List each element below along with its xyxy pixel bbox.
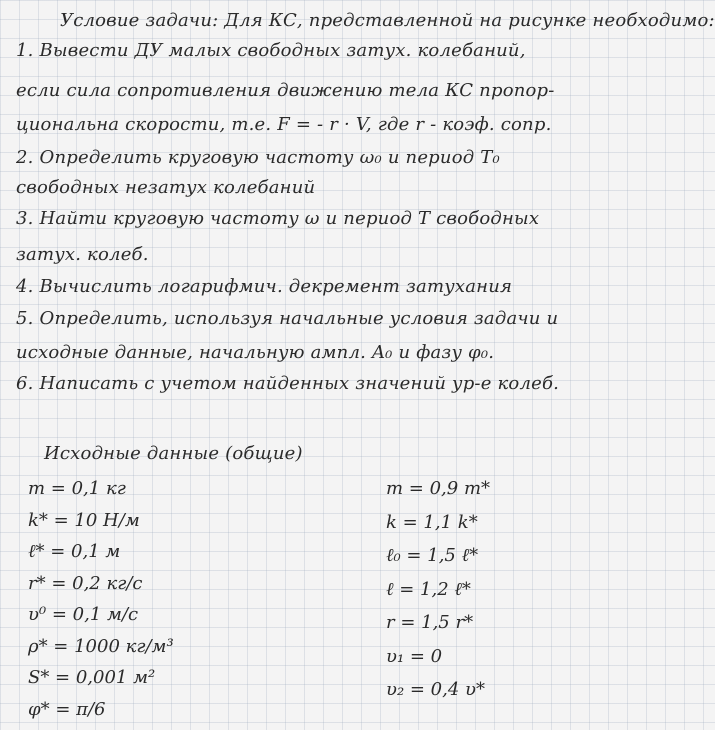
value-density-base: ρ* = 1000 кг/м³ — [28, 635, 174, 657]
value-velocity-base: υ⁰ = 0,1 м/с — [28, 604, 139, 625]
value-angle-base: φ* = π/6 — [28, 698, 106, 720]
task-line-11: 6. Написать с учетом найденных значений ур-е колеб. — [16, 373, 560, 394]
task-line-5: свободных незатух колебаний — [16, 177, 316, 198]
source-data-heading: Исходные данные (общие) — [44, 443, 303, 464]
task-line-8: 4. Вычислить логарифмич. декремент затухания — [16, 276, 513, 297]
task-line-1: 1. Вывести ДУ малых свободных затух. колебаний, — [16, 40, 526, 61]
task-line-7: затух. колеб. — [16, 244, 149, 265]
value-mass: m = 0,9 m* — [386, 478, 491, 499]
value-resistance-base: r* = 0,2 кг/с — [28, 572, 143, 594]
value-area-base: S* = 0,001 м² — [28, 667, 156, 688]
value-length-0: ℓ₀ = 1,5 ℓ* — [386, 545, 479, 566]
value-velocity-1: υ₁ = 0 — [386, 645, 443, 667]
source-data-right-column — [386, 478, 626, 713]
value-resistance: r = 1,5 r* — [386, 612, 474, 633]
value-length-base: ℓ* = 0,1 м — [28, 541, 121, 562]
task-line-4: 2. Определить круговую частоту ω₀ и период T₀ — [16, 147, 500, 168]
task-title: Условие задачи: Для КС, представленной на рисунке необходимо: — [60, 10, 715, 31]
value-length: ℓ = 1,2 ℓ* — [386, 578, 471, 600]
source-data-left-column — [28, 478, 278, 730]
value-stiffness: k = 1,1 k* — [386, 511, 478, 533]
task-line-3: циональна скорости, т.е. F = - r · V, где r - коэф. сопр. — [16, 114, 552, 135]
task-line-6: 3. Найти круговую частоту ω и период T свободных — [16, 208, 540, 229]
task-line-9: 5. Определить, используя начальные условия задачи и — [16, 308, 559, 329]
value-stiffness-base: k* = 10 Н/м — [28, 509, 140, 531]
value-mass-base: m = 0,1 кг — [28, 478, 126, 499]
task-line-2: если сила сопротивления движению тела КС пропор- — [16, 80, 555, 101]
task-line-10: исходные данные, начальную ампл. A₀ и фазу φ₀. — [16, 342, 495, 363]
value-velocity-2: υ₂ = 0,4 υ* — [386, 679, 485, 700]
